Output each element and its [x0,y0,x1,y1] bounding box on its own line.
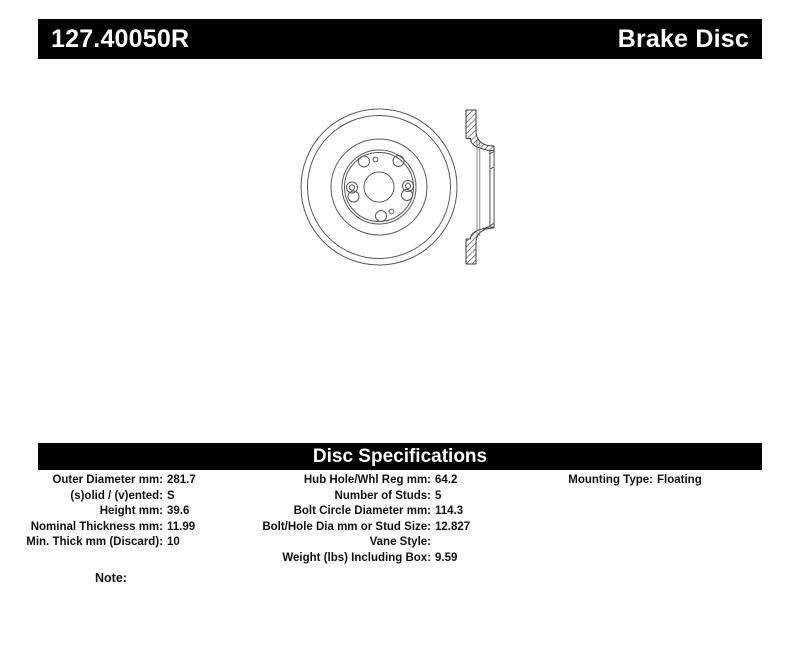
stud-hole [359,156,370,167]
spec-row-vane-style [240,535,470,551]
spec-label: Outer Diameter mm: [52,474,163,486]
spec-column-middle [240,473,470,566]
spec-value: 11.99 [167,520,196,533]
spec-value: 39.6 [167,505,190,517]
brake-disc-front-view [301,109,457,265]
spec-value: 114.3 [435,505,464,517]
disc-specifications-header [38,443,762,470]
product-title: Brake Disc [617,24,749,53]
spec-value: Floating [657,474,702,486]
spec-value: S [167,489,175,502]
spec-row-bolt-hole-dia [240,520,470,536]
spec-column-left [20,473,196,551]
spec-value: 9.59 [435,551,458,564]
brake-disc-cross-section [466,110,494,264]
spec-row-hub-hole [240,473,470,489]
part-number: 127.40050R [51,24,190,53]
spec-value: 12.827 [435,520,471,533]
spec-row-mounting-type [520,473,702,489]
spec-label: Mounting Type: [568,474,653,486]
spec-label: Nominal Thickness mm: [30,520,163,533]
spec-row-weight [240,551,470,567]
spec-label: Hub Hole/Whl Reg mm: [303,474,431,486]
stud-hole [376,211,387,222]
spec-row-nominal-thickness [20,520,196,536]
set-screw-hole [389,209,394,214]
spec-value: 64.2 [435,474,458,486]
hub-hole [364,172,394,202]
set-screw-hole [373,157,378,162]
spec-label: Bolt Circle Diameter mm: [293,505,431,517]
spec-label: Weight (lbs) Including Box: [282,551,431,564]
spec-value: 5 [435,489,442,502]
spec-column-right [520,473,702,489]
spec-row-min-thick [20,535,196,551]
spec-label: Number of Studs: [334,489,431,502]
spec-value [431,535,435,551]
spec-row-solid-vented [20,489,196,505]
spec-value: 281.7 [167,474,196,486]
spec-label: Vane Style: [369,536,431,548]
spec-label: (s)olid / (v)ented: [70,489,163,502]
disc-specifications-title: Disc Specifications [312,445,488,467]
note-label: Note: [95,571,127,585]
spec-value: 10 [167,536,180,548]
spec-row-bolt-circle-diameter [240,504,470,520]
spec-label: Bolt/Hole Dia mm or Stud Size: [262,520,431,533]
spec-row-height [20,504,196,520]
spec-label: Min. Thick mm (Discard): [26,536,163,548]
spec-row-outer-diameter [20,473,196,489]
spec-label: Height mm: [99,505,163,517]
spec-row-number-of-studs [240,489,470,505]
